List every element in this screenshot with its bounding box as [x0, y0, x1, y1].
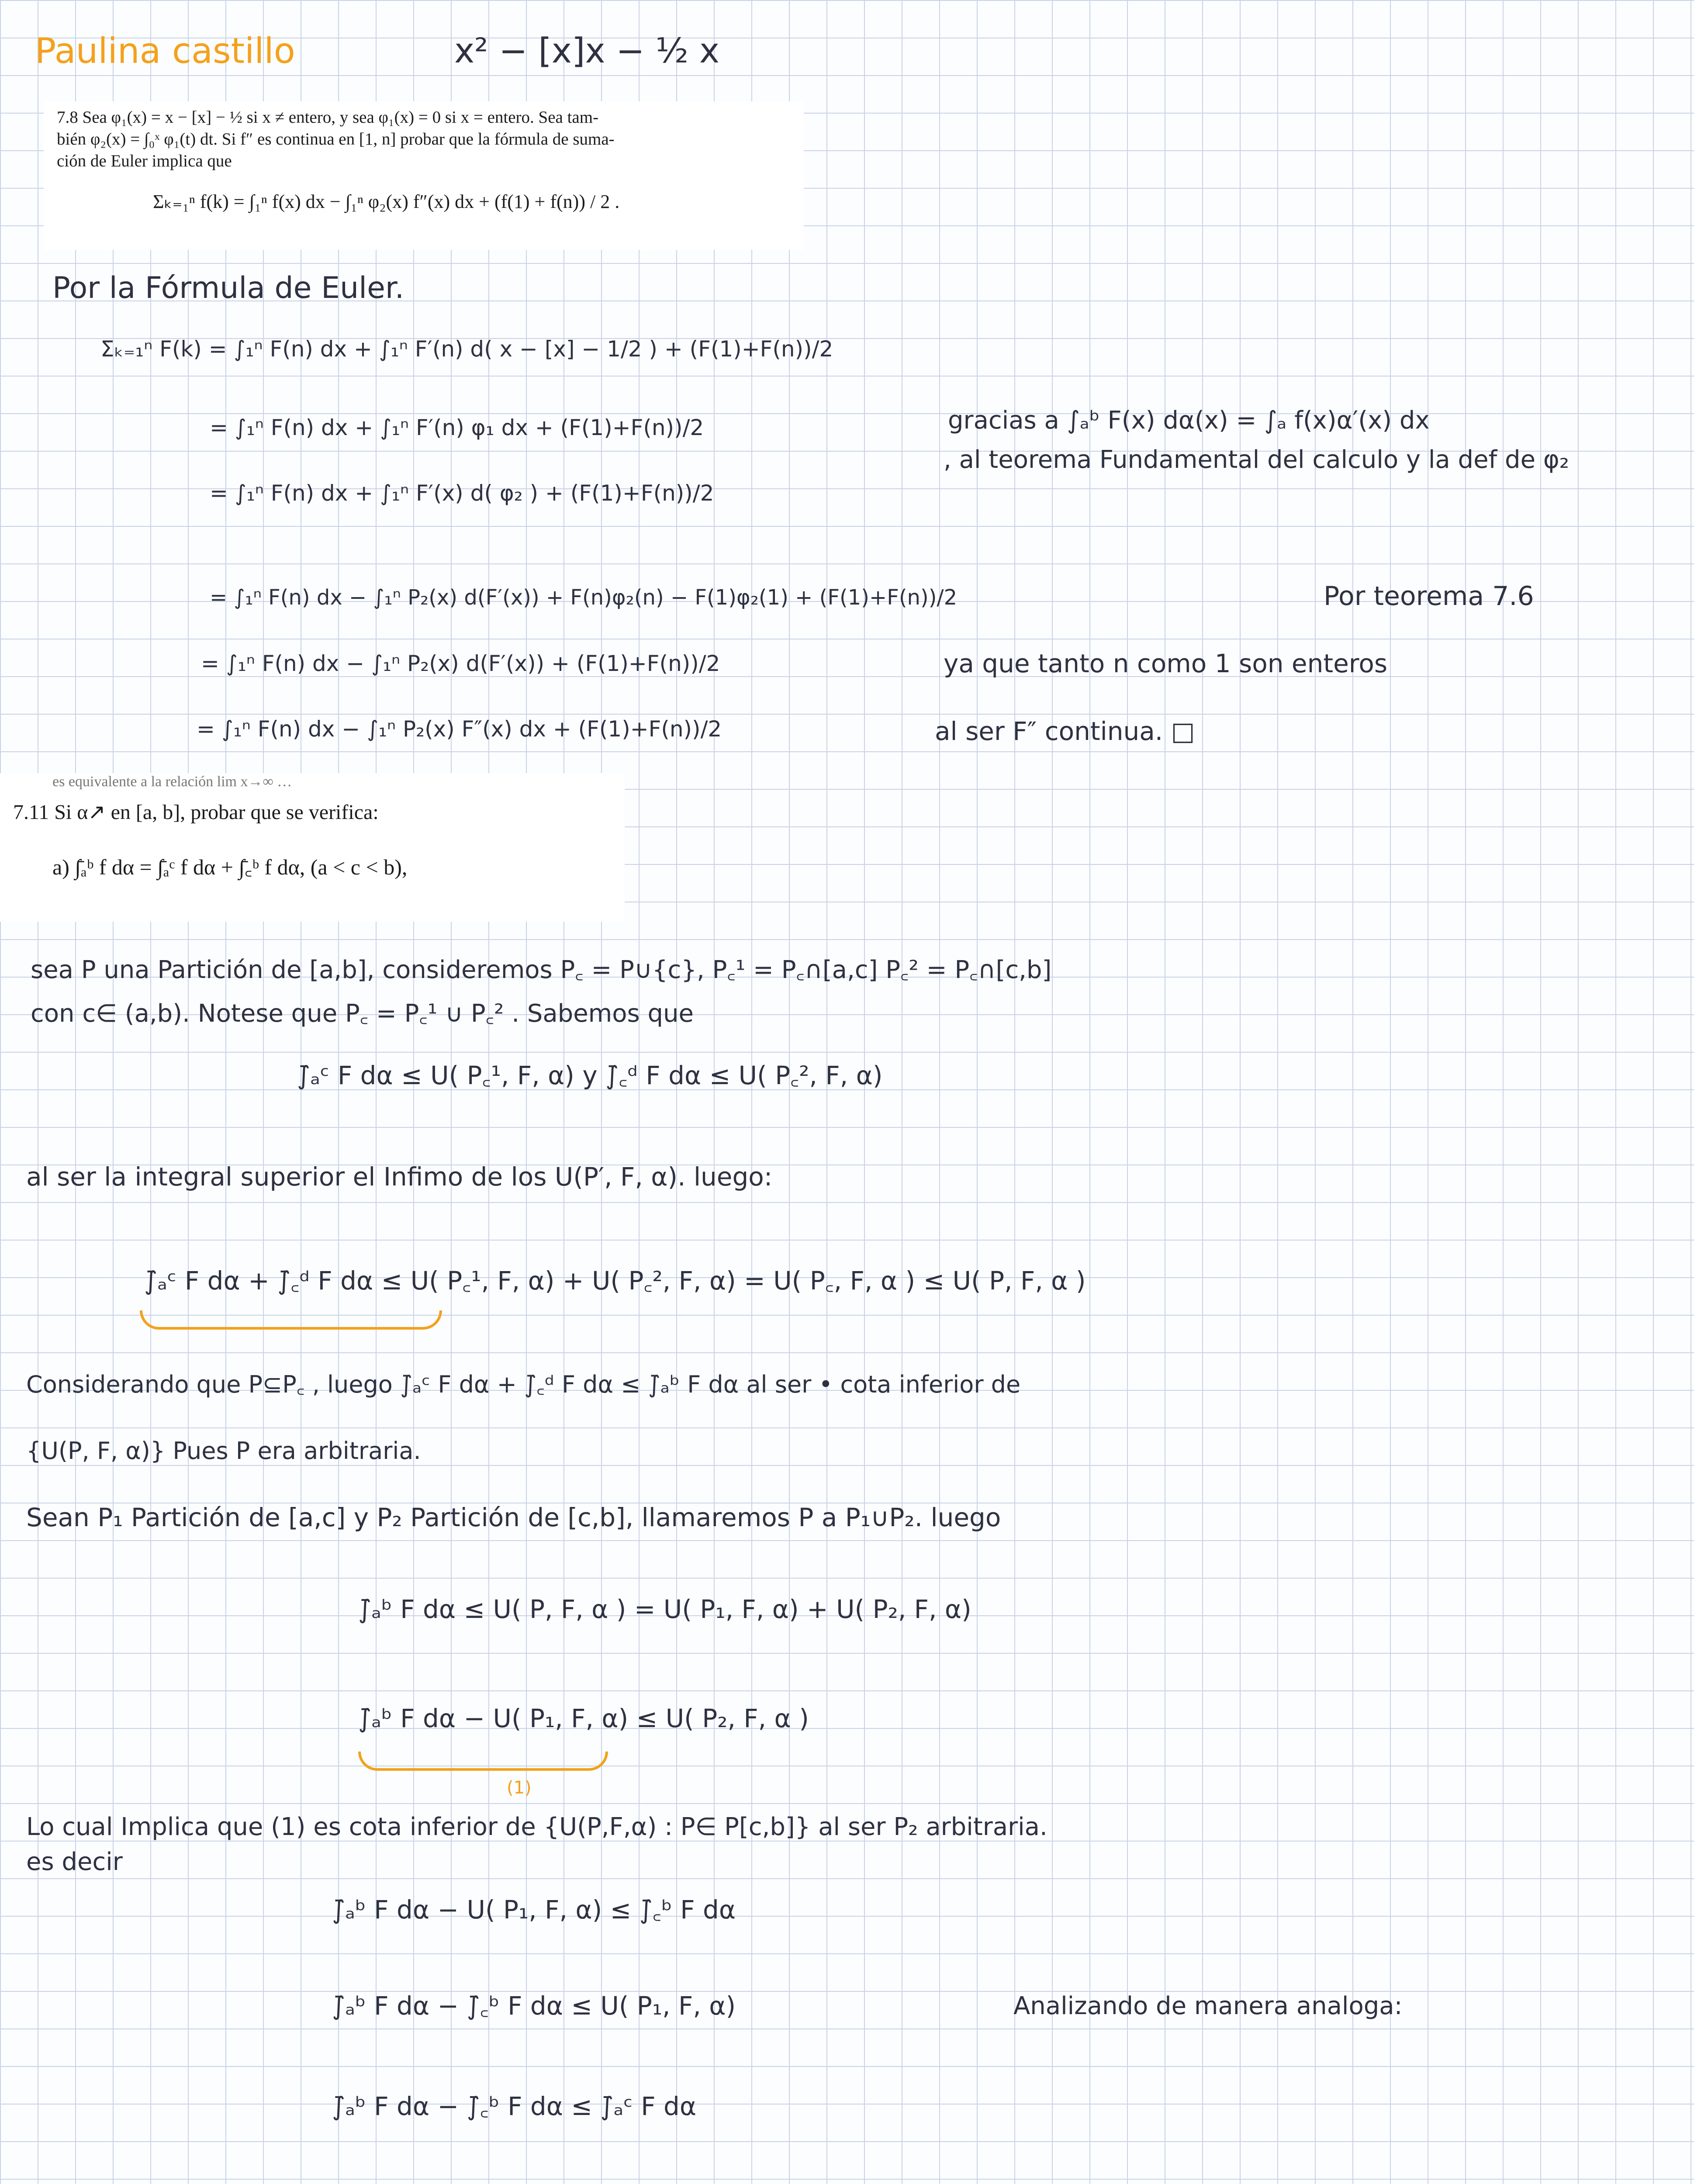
euler-formula: Σₖ₌₁ⁿ f(k) = ∫₁ⁿ f(x) dx − ∫₁ⁿ φ₂(x) f″(x) dx + (f(1) + f(n)) / 2 .: [153, 191, 620, 212]
author-name: Paulina castillo: [35, 31, 295, 71]
orange-brace: [140, 1310, 442, 1330]
solution-7-11-line: ∫̄ₐᵇ F dα − ∫̄꜀ᵇ F dα ≤ ∫̄ₐᶜ F dα: [332, 2091, 697, 2121]
solution-7-8-line: Σₖ₌₁ⁿ F(k) = ∫₁ⁿ F(n) dx + ∫₁ⁿ F′(n) d( x − [x] − 1/2 ) + (F(1)+F(n))/2: [100, 336, 833, 362]
solution-7-11-line: sea P una Partición de [a,b], consideremos P꜀ = P∪{c}, P꜀¹ = P꜀∩[a,c] P꜀² = P꜀∩[c,b]: [31, 956, 1052, 984]
brace-label: (1): [507, 1778, 532, 1798]
solution-7-11-line: ∫̄ₐᵇ F dα − U( P₁, F, α) ≤ ∫̄꜀ᵇ F dα: [332, 1895, 736, 1925]
solution-7-8-line: = ∫₁ⁿ F(n) dx + ∫₁ⁿ F′(x) d( φ₂ ) + (F(1)+F(n))/2: [210, 480, 714, 506]
solution-7-8-note: , al teorema Fundamental del calculo y la def de φ₂: [944, 446, 1570, 474]
orange-brace: [358, 1752, 608, 1771]
solution-7-11-note: Analizando de manera analoga:: [1013, 1992, 1403, 2020]
solution-7-11-line: es decir: [26, 1848, 123, 1876]
solution-7-8-line: = ∫₁ⁿ F(n) dx − ∫₁ⁿ P₂(x) d(F′(x)) + (F(1)+F(n))/2: [201, 651, 720, 676]
exercise-7-11-statement: 7.11 Si α↗ en [a, b], probar que se verifica:: [13, 801, 379, 824]
solution-7-8-intro: Por la Fórmula de Euler.: [52, 271, 404, 305]
exercise-7-11-previous-line: es equivalente a la relación lim x→∞ …: [52, 774, 292, 790]
solution-7-8-line: = ∫₁ⁿ F(n) dx − ∫₁ⁿ P₂(x) F″(x) dx + (F(1)+F(n))/2: [197, 716, 722, 742]
exercise-7-11-printed: [0, 773, 625, 922]
solution-7-11-line: al ser la integral superior el Infimo de los U(P′, F, α). luego:: [26, 1162, 773, 1192]
solution-7-8-line: = ∫₁ⁿ F(n) dx − ∫₁ⁿ P₂(x) d(F′(x)) + F(n)φ₂(n) − F(1)φ₂(1) + (F(1)+F(n))/2: [210, 585, 958, 610]
solution-7-11-line: ∫̄ₐᵇ F dα − ∫̄꜀ᵇ F dα ≤ U( P₁, F, α): [332, 1991, 736, 2021]
solution-7-8-note: ya que tanto n como 1 son enteros: [944, 649, 1388, 678]
solution-7-11-line: ∫̄ₐᵇ F dα − U( P₁, F, α) ≤ U( P₂, F, α ): [358, 1704, 809, 1733]
solution-7-11-line: Sean P₁ Partición de [a,c] y P₂ Partición de [c,b], llamaremos P a P₁∪P₂. luego: [26, 1503, 1001, 1532]
solution-7-11-line: Considerando que P⊆P꜀ , luego ∫̄ₐᶜ F dα + ∫̄꜀ᵈ F dα ≤ ∫̄ₐᵇ F dα al ser • cota inferior de: [26, 1371, 1021, 1398]
solution-7-11-line: ∫̄ₐᶜ F dα + ∫̄꜀ᵈ F dα ≤ U( P꜀¹, F, α) + U( P꜀², F, α) = U( P꜀, F, α ) ≤ U( P, F, α ): [144, 1266, 1086, 1296]
solution-7-11-line: con c∈ (a,b). Notese que P꜀ = P꜀¹ ∪ P꜀² . Sabemos que: [31, 999, 694, 1028]
solution-7-8-note: al ser F″ continua. □: [935, 716, 1195, 746]
exercise-7-8-line: bién φ₂(x) = ∫₀ˣ φ₁(t) dt. Si f″ es continua en [1, n] probar que la fórmula de suma-: [57, 130, 615, 149]
exercise-7-8-printed: [44, 101, 804, 250]
solution-7-11-line: ∫̄ₐᶜ F dα ≤ U( P꜀¹, F, α) y ∫̄꜀ᵈ F dα ≤ U( P꜀², F, α): [297, 1061, 883, 1090]
solution-7-8-note: gracias a ∫ₐᵇ F(x) dα(x) = ∫ₐ f(x)α′(x) dx: [948, 406, 1430, 435]
exercise-7-8-line: 7.8 Sea φ₁(x) = x − [x] − ½ si x ≠ entero, y sea φ₁(x) = 0 si x = entero. Sea tam-: [57, 108, 599, 127]
solution-7-8-note: Por teorema 7.6: [1324, 581, 1534, 612]
exercise-7-8-line: ción de Euler implica que: [57, 152, 232, 170]
exercise-7-11-formula: a) ∫̄ₐᵇ f dα = ∫̄ₐᶜ f dα + ∫̄꜀ᵇ f dα, (a < c < b),: [52, 855, 408, 879]
solution-7-11-line: {U(P, F, α)} Pues P era arbitraria.: [26, 1437, 421, 1465]
solution-7-11-line: Lo cual Implica que (1) es cota inferior de {U(P,F,α) : P∈ P[c,b]} al ser P₂ arbitraria.: [26, 1813, 1048, 1841]
solution-7-8-line: = ∫₁ⁿ F(n) dx + ∫₁ⁿ F′(n) φ₁ dx + (F(1)+F(n))/2: [210, 415, 704, 440]
header-expression: x² − [x]x − ½ x: [454, 31, 720, 71]
solution-7-11-line: ∫̄ₐᵇ F dα ≤ U( P, F, α ) = U( P₁, F, α) + U( P₂, F, α): [358, 1594, 971, 1624]
